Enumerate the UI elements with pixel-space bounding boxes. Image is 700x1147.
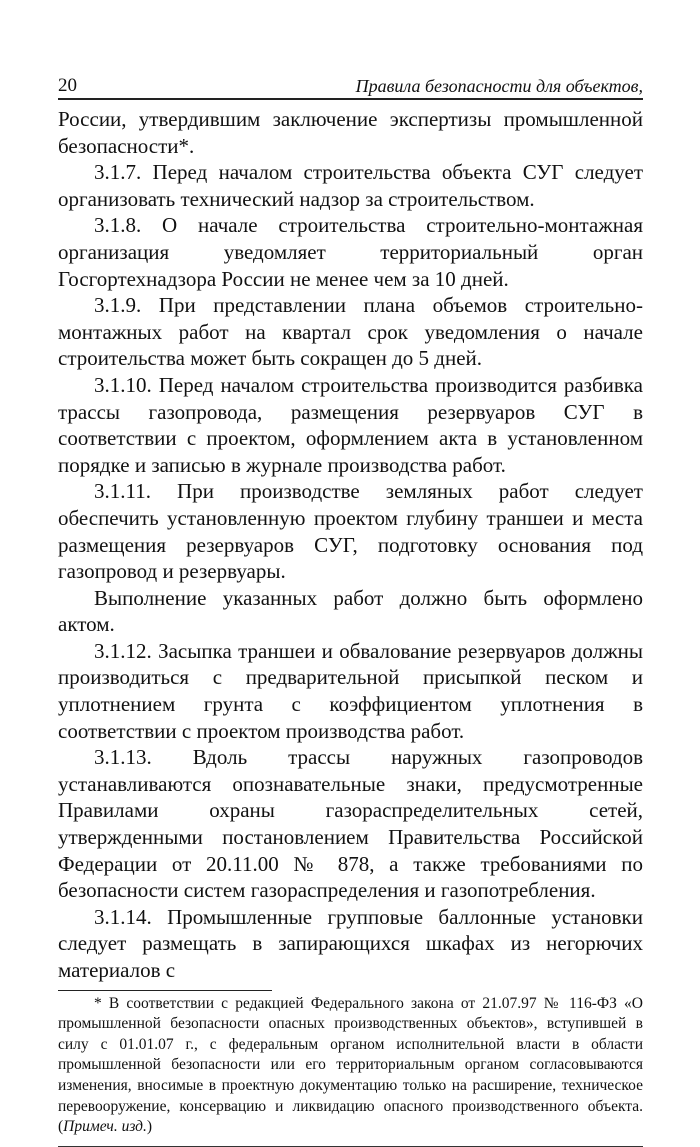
footnote-divider [58, 990, 272, 991]
running-title: Правила безопасности для объектов, [355, 76, 643, 96]
paragraph-3-1-7: 3.1.7. Перед началом строительства объекта СУГ следует организовать технический надзор за строительством. [58, 160, 643, 211]
paragraph-3-1-11: 3.1.11. При производстве земляных работ следует обеспечить установленную проектом глубину траншеи и места размещения резервуаров СУГ, подготовку основания под газопровод и резервуары. [58, 479, 643, 584]
paragraph-3-1-12: 3.1.12. Засыпка траншеи и обвалование резервуаров должны производиться с предварительной присыпкой песком и уплотнением грунта с коэффициентом уплотнения в соответствии с проектом производства работ. [58, 638, 643, 743]
paragraph-3-1-14: 3.1.14. Промышленные групповые баллонные установки следует размещать в запирающихся шкафах из негорючих материалов с [58, 904, 643, 982]
footnote-text: * В соответствии с редакцией Федерального закона от 21.07.97 № 116-ФЗ «О промышленной безопасности опасных производственных объектов», вступившей в силу с 01.01.07 г., с федеральным органом исполнительной власти в области промышленной безопасности или его территориальным органом согласовываются изменения, вносимые в проектную документацию только на расширение, техническое перевооружение, консервацию и ликвидацию опасного производственного объекта. ( [58, 994, 643, 1136]
running-header [58, 76, 643, 100]
body-text [58, 106, 643, 984]
footnote [58, 994, 643, 1138]
paragraph-act-note: Выполнение указанных работ должно быть оформлено актом. [58, 585, 643, 637]
document-page [58, 76, 643, 1147]
paragraph-continuation: России, утвердившим заключение экспертизы промышленной безопасности*. [58, 107, 643, 158]
paragraph-3-1-8: 3.1.8. О начале строительства строительно-монтажная организация уведомляет территориальный орган Госгортехнадзора России не менее чем за 10 дней. [58, 213, 643, 291]
paragraph-3-1-10: 3.1.10. Перед началом строительства производится разбивка трассы газопровода, размещения резервуаров СУГ в соответствии с проектом, оформлением акта в установленном порядке и записью в журнале производства работ. [58, 372, 643, 477]
paragraph-3-1-9: 3.1.9. При представлении плана объемов строительно-монтажных работ на квартал срок уведомления о начале строительства может быть сокращен до 5 дней. [58, 293, 643, 371]
page-number: 20 [58, 75, 77, 96]
paragraph-3-1-13: 3.1.13. Вдоль трассы наружных газопроводов устанавливаются опознавательные знаки, предусмотренные Правилами охраны газораспределительных сетей, утвержденными постановлением Правительства Российской Федерации от 20.11.00 № 878, а также требованиями по безопасности систем газораспределения и газопотребления. [58, 745, 643, 903]
footnote-editor-note: Примеч. изд. [63, 1118, 147, 1136]
footnote-closing: ) [146, 1118, 153, 1136]
